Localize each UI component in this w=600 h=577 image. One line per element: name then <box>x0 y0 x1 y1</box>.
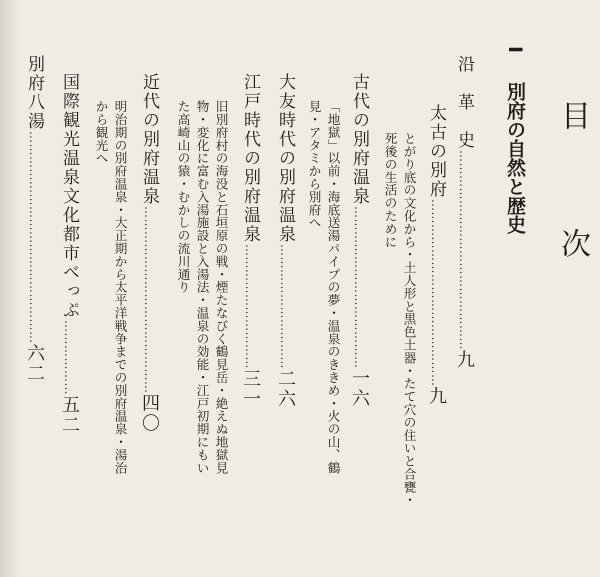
page-number: 四〇 <box>139 393 160 434</box>
toc-subtopics: た高崎山の猿・むかしの流川通り <box>175 100 191 294</box>
leader-dots: ………………………… <box>243 244 257 369</box>
toc-entry-taiko[interactable] <box>427 104 445 407</box>
toc-entry-otomo[interactable] <box>276 73 294 409</box>
toc-subtopics: とがり底の文化から・土人形と黒色土器・たて穴の住いと合甕・ <box>401 132 417 507</box>
page-number: 三一 <box>240 369 261 409</box>
leader-dots: ……………… <box>62 320 76 395</box>
toc-subtopics: 見・アタミから別府へ <box>306 100 322 229</box>
entry-title: 江戸時代の別府温泉 <box>240 73 260 244</box>
toc-subtopics: 「地獄」以前・海底送湯パイプの夢・温泉のききめ・火の山、鶴 <box>325 100 341 475</box>
toc-entry-hatto[interactable] <box>25 55 43 384</box>
leader-dots: ………………………………………… <box>457 150 471 350</box>
toc-entry-kindai[interactable] <box>140 73 158 434</box>
toc-subtopics: 死後の生活のために <box>382 132 398 249</box>
entry-title: 太古の別府 <box>426 104 446 199</box>
page-number: 五二 <box>59 395 80 435</box>
entry-title: 古代の別府温泉 <box>349 73 369 206</box>
page-number: 一六 <box>349 368 370 409</box>
leader-dots: ……………………………………… <box>142 206 156 394</box>
leader-dots: ………………………………… <box>352 206 366 369</box>
leader-dots: ………………………… <box>278 244 292 369</box>
page-title: 目 次 <box>555 100 590 292</box>
toc-subtopics: 物・変化に富む入湯施設と入湯法・温泉の効能・江戸初期にもい <box>194 100 210 475</box>
section-title: 別府の自然と歴史 <box>504 82 526 234</box>
toc-subtopics: 旧別府村の海没と石垣原の戦・煙たなびく鶴見岳・絶えぬ地獄見 <box>213 100 229 475</box>
toc-entry-edo[interactable] <box>241 73 259 409</box>
toc-entry-kokusai[interactable] <box>60 73 78 435</box>
section-number: I <box>504 46 526 54</box>
entry-title: 国際観光温泉文化都市べっぷ <box>59 73 79 320</box>
page-number: 二六 <box>275 369 296 409</box>
leader-dots: ……………………………………… <box>429 199 443 387</box>
leader-dots: …………………………………………… <box>27 131 41 344</box>
page-number: 六二 <box>24 343 45 384</box>
toc-subtopics: 明治期の別府温泉・大正期から太平洋戦争までの別府温泉・湯治 <box>112 100 128 475</box>
page-number: 九 <box>454 350 475 370</box>
entry-title: 別府八湯 <box>24 55 44 131</box>
page-gutter <box>0 0 22 577</box>
toc-subtopics: から観光へ <box>93 100 109 165</box>
entry-title: 近代の別府温泉 <box>139 73 159 206</box>
entry-title: 大友時代の別府温泉 <box>275 73 295 244</box>
entry-title: 沿 革 史 <box>454 55 474 150</box>
toc-entry-enkaku[interactable] <box>455 55 473 370</box>
toc-entry-kodai[interactable] <box>350 73 368 409</box>
page-number: 九 <box>426 386 447 407</box>
